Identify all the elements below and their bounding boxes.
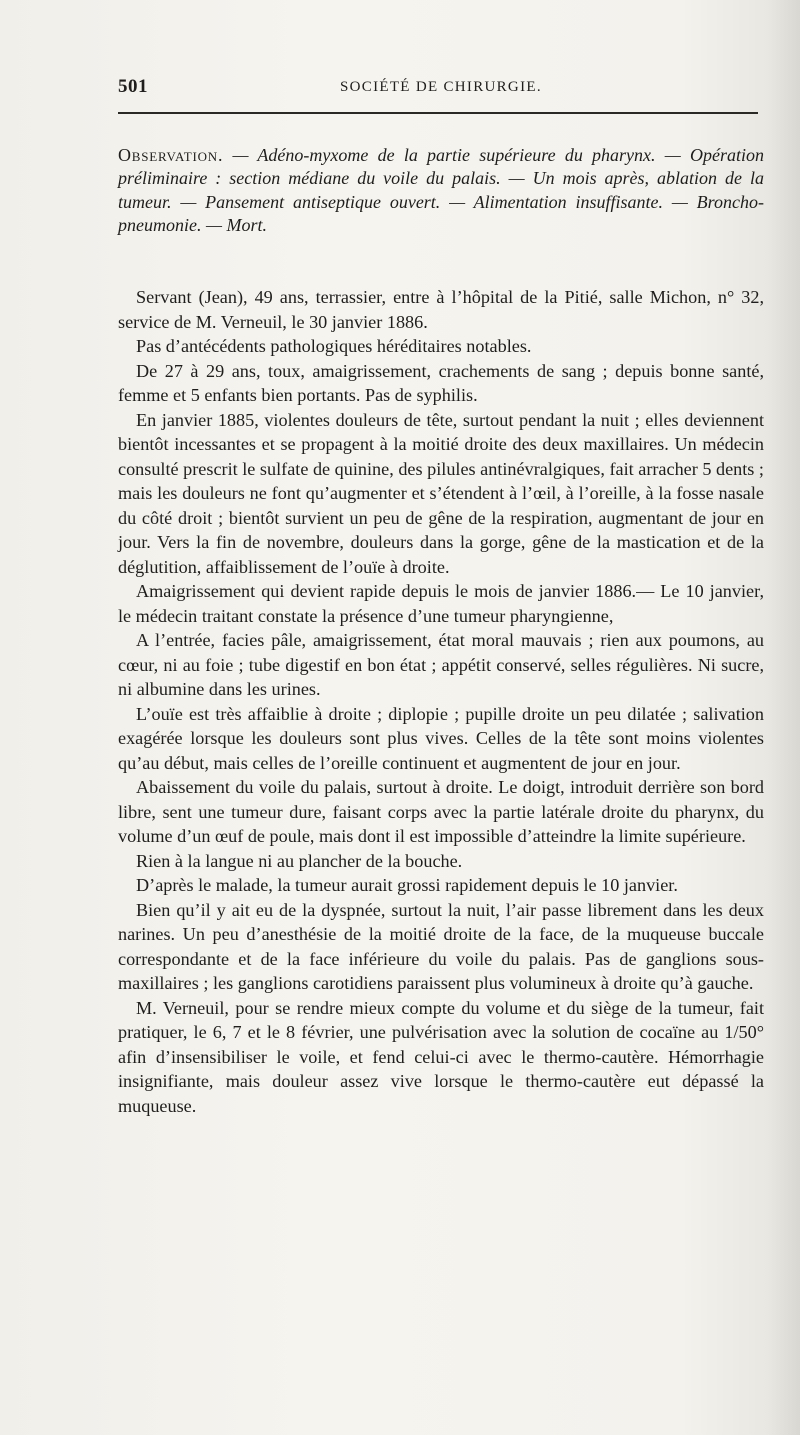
observation-label: Observation. bbox=[118, 145, 224, 165]
running-title: SOCIÉTÉ DE CHIRURGIE. bbox=[340, 79, 542, 95]
paragraph-mouth: Rien à la langue ni au plancher de la bouche. bbox=[136, 850, 463, 871]
paragraph-examination: Abaissement du voile du palais, surtout à droite. Le doigt, introduit derrière son bord libre, sent une tumeur dure, faisant corps avec la partie latérale droite du pharynx, du volume d’un œuf de poule, mais dont il est impossible d’atteindre la limite supérieure. bbox=[118, 777, 764, 846]
paragraph-weight-loss: Amaigrissement qui devient rapide depuis le mois de janvier 1886.— Le 10 janvier, le médecin traitant constate la présence d’une tumeur pharyngienne, bbox=[118, 581, 764, 626]
paragraph-respiration: Bien qu’il y ait eu de la dyspnée, surtout la nuit, l’air passe librement dans les deux narines. Un peu d’anesthésie de la moitié droite de la face, de la muqueuse buccale correspondante et de la face inférieure du voile du palais. Pas de ganglions sous-maxillaires ; les ganglions carotidiens paraissent plus volumineux à droite qu’à gauche. bbox=[118, 899, 764, 993]
paragraph-family-history: Pas d’antécédents pathologiques héréditaires notables. bbox=[136, 336, 532, 356]
page-header bbox=[118, 76, 758, 100]
observation-heading bbox=[118, 144, 764, 238]
paragraph-operation: M. Verneuil, pour se rendre mieux compte du volume et du siège de la tumeur, fait pratiquer, le 6, 7 et le 8 février, une pulvérisation avec la solution de cocaïne au 1/50° afin d’insensibiliser le voile, et fend celui-ci avec le thermo-cautère. Hémorrhagie insignifiante, mais douleur assez vive lorsque le thermo-cautère eut dépassé la muqueuse. bbox=[118, 997, 764, 1116]
paragraph-past-history: De 27 à 29 ans, toux, amaigrissement, crachements de sang ; depuis bonne santé, femme et 5 enfants bien portants. Pas de syphilis. bbox=[118, 360, 764, 405]
observation-title: — Adéno-myxome de la partie supérieure du pharynx. — Opération préliminaire : section médiane du voile du palais. — Un mois après, ablation de la tumeur. — Pansement antiseptique ouvert. — Alimentation insuffisante. — Broncho-pneumonie. — Mort. bbox=[118, 145, 764, 236]
paragraph-entry-state: A l’entrée, facies pâle, amaigrissement, état moral mauvais ; rien aux poumons, au cœur, ni au foie ; tube digestif en bon état ; appétit conservé, selles régulières. Ni sucre, ni albumine dans les urines. bbox=[118, 630, 764, 699]
paragraph-symptoms: L’ouïe est très affaiblie à droite ; diplopie ; pupille droite un peu dilatée ; salivation exagérée lorsque les douleurs sont plus vives. Celles de la tête sont moins violentes qu’au début, mais celles de l’oreille continuent et augmentent de jour en jour. bbox=[118, 703, 764, 773]
case-report-body bbox=[118, 285, 764, 1118]
paragraph-admission: Servant (Jean), 49 ans, terrassier, entre à l’hôpital de la Pitié, salle Michon, n° 32, service de M. Verneuil, le 30 janvier 1886. bbox=[118, 287, 764, 332]
paragraph-growth: D’après le malade, la tumeur aurait grossi rapidement depuis le 10 janvier. bbox=[136, 875, 678, 895]
paragraph-onset: En janvier 1885, violentes douleurs de tête, surtout pendant la nuit ; elles deviennent bientôt incessantes et se propagent à la moitié droite des deux maxillaires. Un médecin consulté prescrit le sulfate de quinine, des pilules antinévralgiques, fait arracher 5 dents ; mais les douleurs ne font qu’augmenter et s’étendent à l’œil, à l’oreille, à la fosse nasale du côté droit ; bientôt survient un peu de gêne de la respiration, augmentant de jour en jour. Vers la fin de novembre, douleurs dans la gorge, gêne de la mastication et de la déglutition, affaiblissement de l’ouïe à droite. bbox=[118, 409, 764, 577]
header-rule bbox=[118, 112, 758, 114]
page-number: 501 bbox=[118, 76, 148, 97]
